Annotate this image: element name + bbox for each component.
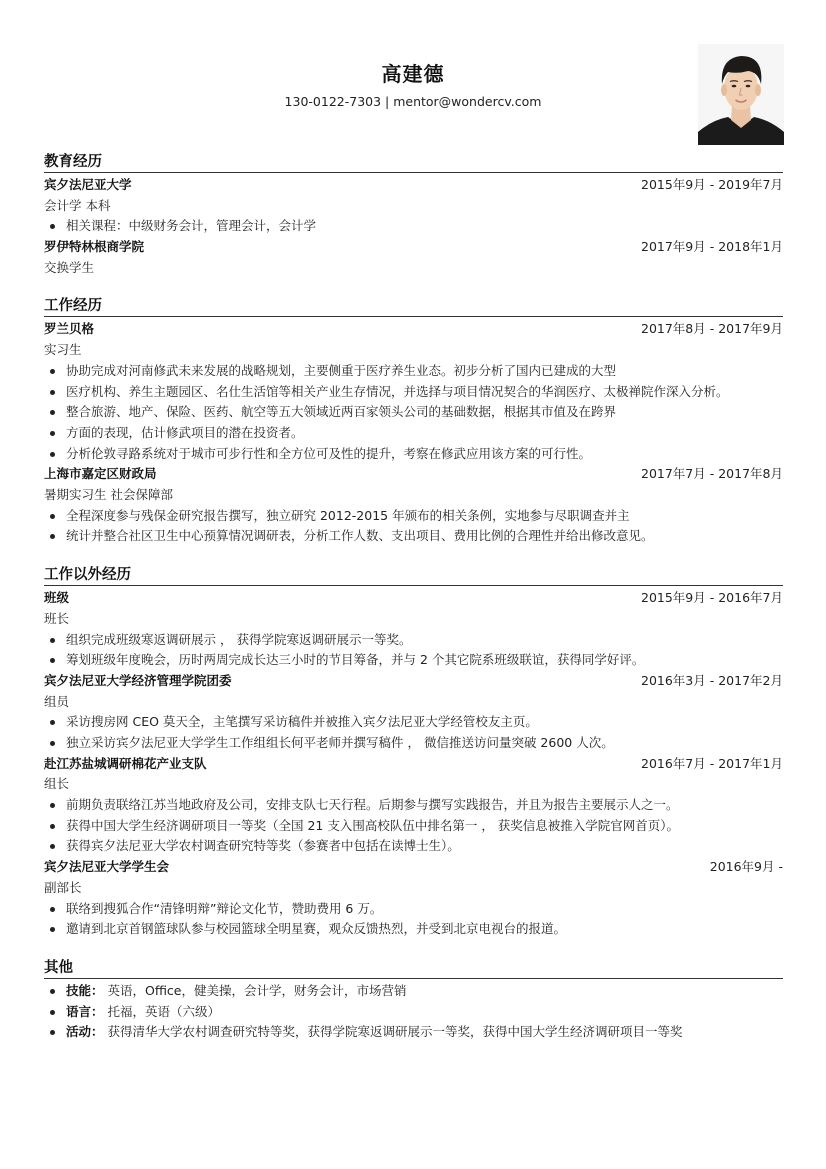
bullet-icon (50, 224, 55, 229)
list-item: 协助完成对河南修武未来发展的战略规划，主要侧重于医疗养生业态。初步分析了国内已建成的大型 (44, 361, 783, 382)
bullet-icon (50, 907, 55, 912)
list-item: 组织完成班级寒返调研展示 ， 获得学院寒返调研展示一等奖。 (44, 630, 783, 651)
date-range: 2017年8月 - 2017年9月 (641, 321, 783, 337)
bullet-icon (50, 989, 55, 994)
resume-body (44, 150, 783, 1043)
org-name: 宾夕法尼亚大学学生会 (44, 859, 170, 875)
list-item: 独立采访宾夕法尼亚大学学生工作组组长何平老师并撰写稿件 ， 微信推送访问量突破 2600 人次。 (44, 733, 783, 754)
bullet-icon (50, 824, 55, 829)
bullet-icon (50, 720, 55, 725)
list-item: 邀请到北京首钢篮球队参与校园篮球全明星赛，观众反馈热烈，并受到北京电视台的报道。 (44, 919, 783, 940)
date-range: 2017年9月 - 2018年1月 (641, 239, 783, 255)
date-range: 2017年7月 - 2017年8月 (641, 466, 783, 482)
list-item: 相关课程：中级财务会计，管理会计，会计学 (44, 216, 783, 237)
activity-entry (44, 671, 783, 754)
education-entry (44, 175, 783, 237)
bullet-icon (50, 390, 55, 395)
bullet-icon (50, 534, 55, 539)
bullet-icon (50, 410, 55, 415)
work-entry (44, 464, 783, 547)
bullet-icon (50, 1010, 55, 1015)
portrait-image (698, 44, 784, 145)
list-item: 采访搜房网 CEO 莫天全，主笔撰写采访稿件并被推入宾夕法尼亚大学经管校友主页。 (44, 712, 783, 733)
bullet-icon (50, 803, 55, 808)
date-range: 2016年9月 - (709, 859, 783, 875)
education-section (44, 150, 783, 278)
profile-photo (698, 44, 784, 145)
section-title: 教育经历 (44, 150, 783, 173)
date-range: 2015年9月 - 2019年7月 (641, 177, 783, 192)
contact-line: 130-0122-7303 | mentor@wondercv.com (284, 94, 542, 109)
role: 组长 (44, 776, 70, 792)
bullet-icon (50, 741, 55, 746)
school-name: 宾夕法尼亚大学 (44, 177, 132, 192)
list-item: 整合旅游、地产、保险、医药、航空等五大领域近两百家领头公司的基础数据，根据其市值及在跨界 (44, 402, 783, 423)
bullet-icon (50, 844, 55, 849)
company-name: 上海市嘉定区财政局 (44, 466, 157, 482)
list-item: 统计并整合社区卫生中心预算情况调研表，分析工作人数、支出项目、费用比例的合理性并给出修改意见。 (44, 526, 783, 547)
company-name: 罗兰贝格 (44, 321, 95, 337)
activity-entry (44, 754, 783, 857)
bullet-icon (50, 927, 55, 932)
bullet-icon (50, 1030, 55, 1035)
skills-item: 技能： 英语，Office，健美操，会计学，财务会计，市场营销 (44, 981, 783, 1002)
extracurricular-section (44, 563, 783, 940)
bullet-icon (50, 452, 55, 457)
work-entry (44, 319, 783, 464)
other-section (44, 956, 783, 1043)
date-range: 2016年3月 - 2017年2月 (641, 672, 783, 688)
bullet-icon (50, 514, 55, 519)
role: 组员 (44, 693, 70, 709)
job-title: 暑期实习生 社会保障部 (44, 487, 173, 503)
role: 班长 (44, 610, 70, 626)
org-name: 赴江苏盐城调研棉花产业支队 (44, 755, 207, 771)
bullet-icon (50, 638, 55, 643)
date-range: 2015年9月 - 2016年7月 (641, 590, 783, 606)
list-item: 医疗机构、养生主题园区、名仕生活馆等相关产业生存情况，并选择与项目情况契合的华润医疗、太极禅院作深入分析。 (44, 382, 783, 403)
org-name: 班级 (44, 590, 70, 606)
activity-entry (44, 857, 783, 940)
list-item: 分析伦敦寻路系统对于城市可步行性和全方位可及性的提升，考察在修武应用该方案的可行性。 (44, 444, 783, 465)
activity-entry (44, 588, 783, 671)
date-range: 2016年7月 - 2017年1月 (641, 755, 783, 771)
list-item: 方面的表现，估计修武项目的潜在投资者。 (44, 423, 783, 444)
languages-item: 语言： 托福，英语（六级） (44, 1002, 783, 1023)
list-item: 筹划班级年度晚会，历时两周完成长达三小时的节目筹备，并与 2 个其它院系班级联谊，获得同学好评。 (44, 650, 783, 671)
bullet-icon (50, 369, 55, 374)
school-name: 罗伊特林根商学院 (44, 239, 145, 255)
role: 副部长 (44, 879, 82, 895)
section-title: 工作经历 (44, 294, 783, 317)
education-entry (44, 237, 783, 278)
list-item: 获得中国大学生经济调研项目一等奖（全国 21 支入围高校队伍中排名第一 ， 获奖信息被推入学院官网首页）。 (44, 816, 783, 837)
bullet-icon (50, 658, 55, 663)
list-item: 联络到搜狐合作“清锋明辩”辩论文化节，赞助费用 6 万。 (44, 899, 783, 920)
degree: 交换学生 (44, 259, 95, 275)
section-title: 其他 (44, 956, 783, 979)
list-item: 获得宾夕法尼亚大学农村调查研究特等奖（参赛者中包括在读博士生）。 (44, 836, 783, 857)
activities-item: 活动： 获得清华大学农村调查研究特等奖，获得学院寒返调研展示一等奖，获得中国大学生经济调研项目一等奖 (44, 1022, 783, 1043)
candidate-name: 高建德 (381, 62, 445, 86)
job-title: 实习生 (44, 342, 82, 358)
list-item: 全程深度参与残保金研究报告撰写，独立研究 2012-2015 年颁布的相关条例，实地参与尽职调查并主 (44, 506, 783, 527)
list-item: 前期负责联络江苏当地政府及公司，安排支队七天行程。后期参与撰写实践报告，并且为报告主要展示人之一。 (44, 795, 783, 816)
section-title: 工作以外经历 (44, 563, 783, 586)
resume-header (0, 0, 826, 150)
work-section (44, 294, 783, 547)
bullet-icon (50, 431, 55, 436)
degree: 会计学 本科 (44, 197, 111, 213)
org-name: 宾夕法尼亚大学经济管理学院团委 (44, 672, 232, 688)
